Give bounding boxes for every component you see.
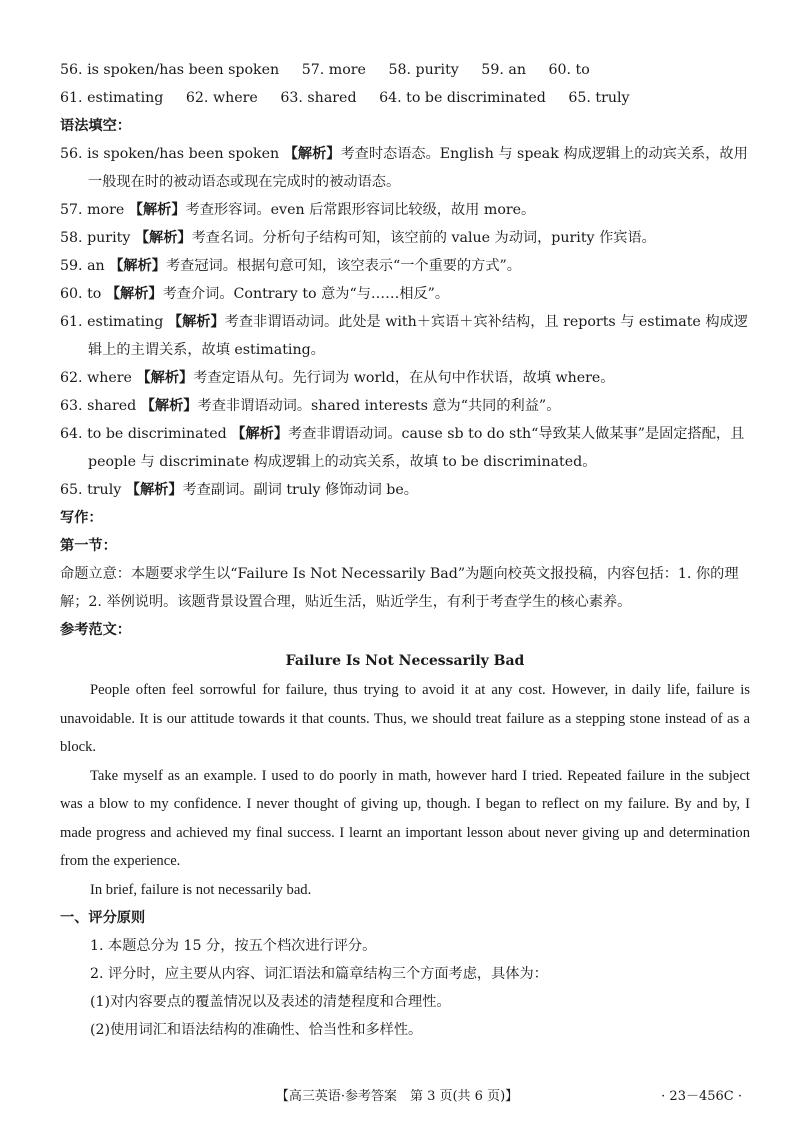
criteria-item: 1. 本题总分为 15 分，按五个档次进行评分。 bbox=[90, 938, 377, 954]
explanation-item bbox=[60, 392, 750, 420]
explanation-text: 考查副词。副词 truly 修饰动词 be。 bbox=[182, 482, 418, 498]
explanation-text: 考查非谓语动词。cause sb to do sth“导致某人做某事”是固定搭配，且 people 与 discriminate 构成逻辑上的动宾关系，故填 to be discriminated。 bbox=[88, 426, 745, 470]
explanation-text: 考查定语从句。先行词为 world，在从句中作状语，故填 where。 bbox=[193, 370, 615, 386]
answer-item: 62. where bbox=[185, 90, 258, 106]
explanation-item bbox=[60, 224, 750, 252]
analysis-tag: 【解析】 bbox=[125, 482, 183, 498]
footer-page-info: 【高三英语·参考答案 第 3 页(共 6 页)】 bbox=[275, 1089, 519, 1104]
explanation-item bbox=[60, 140, 750, 196]
analysis-tag: 【解析】 bbox=[109, 258, 166, 274]
explanation-text: 考查形容词。even 后常跟形容词比较级，故用 more。 bbox=[185, 202, 536, 218]
essay-paragraph: In brief, failure is not necessarily bad. bbox=[90, 881, 312, 898]
analysis-tag: 【解析】 bbox=[283, 146, 341, 162]
explanation-answer: 60. to bbox=[60, 286, 102, 302]
explanation-text: 考查非谓语动词。此处是 with＋宾语＋宾补结构，且 reports 与 estimate 构成逻辑上的主谓关系，故填 estimating。 bbox=[88, 314, 748, 358]
explanation-answer: 62. where bbox=[60, 370, 132, 386]
analysis-tag: 【解析】 bbox=[134, 230, 192, 246]
essay-body bbox=[60, 676, 750, 904]
explanation-item bbox=[60, 252, 750, 280]
essay-paragraph: Take myself as an example. I used to do poorly in math, however hard I tried. Repeated failure in the subject was a blow to my confidence. I never thought of giving up, though. I began to reflect on my failure. By and by, I made progress and achieved my final success. I learnt an important lesson about never giving up and determination from the experience. bbox=[60, 767, 750, 869]
footer-code: · 23－456C · bbox=[661, 1089, 742, 1104]
explanation-text: 考查时态语态。English 与 speak 构成逻辑上的动宾关系，故用一般现在时的被动语态或现在完成时的被动语态。 bbox=[88, 146, 748, 190]
explanation-item bbox=[60, 420, 750, 476]
explanation-text: 考查非谓语动词。shared interests 意为“共同的利益”。 bbox=[197, 398, 561, 414]
section-heading: 第一节： bbox=[60, 538, 117, 554]
answer-key-page bbox=[60, 56, 750, 1044]
analysis-tag: 【解析】 bbox=[105, 286, 163, 302]
answer-item: 56. is spoken/has been spoken bbox=[60, 62, 280, 78]
explanation-text: 考查介词。Contrary to 意为“与……相反”。 bbox=[162, 286, 450, 302]
sample-heading: 参考范文： bbox=[60, 622, 131, 638]
criteria-item: (2)使用词汇和语法结构的准确性、恰当性和多样性。 bbox=[90, 1022, 423, 1038]
answer-item: 64. to be discriminated bbox=[379, 90, 546, 106]
explanation-answer: 64. to be discriminated bbox=[60, 426, 227, 442]
answer-item: 60. to bbox=[548, 62, 590, 78]
page-footer bbox=[0, 1085, 794, 1109]
explanation-item bbox=[60, 308, 750, 364]
intent-paragraph: 命题立意：本题要求学生以“Failure Is Not Necessarily Bad”为题向校英文报投稿，内容包括：1. 你的理解；2. 举例说明。该题背景设置合理，贴近生活，贴近学生，有利于考查学生的核心素养。 bbox=[60, 566, 739, 610]
answers-row-1 bbox=[60, 56, 750, 84]
analysis-tag: 【解析】 bbox=[167, 314, 225, 330]
explanation-answer: 65. truly bbox=[60, 482, 122, 498]
explanation-text: 考查名词。分析句子结构可知，该空前的 value 为动词，purity 作宾语。 bbox=[191, 230, 656, 246]
analysis-tag: 【解析】 bbox=[136, 370, 194, 386]
answer-item: 63. shared bbox=[280, 90, 357, 106]
grammar-heading: 语法填空： bbox=[60, 118, 131, 134]
explanation-text: 考查冠词。根据句意可知，该空表示“一个重要的方式”。 bbox=[165, 258, 521, 274]
writing-heading: 写作： bbox=[60, 510, 103, 526]
explanation-item bbox=[60, 196, 750, 224]
answer-item: 61. estimating bbox=[60, 90, 164, 106]
explanation-answer: 59. an bbox=[60, 258, 105, 274]
explanation-list bbox=[60, 140, 750, 504]
explanation-answer: 58. purity bbox=[60, 230, 131, 246]
analysis-tag: 【解析】 bbox=[140, 398, 198, 414]
answer-item: 59. an bbox=[481, 62, 526, 78]
criteria-heading: 一、评分原则 bbox=[60, 910, 146, 926]
answer-item: 57. more bbox=[301, 62, 366, 78]
criteria-item: (1)对内容要点的覆盖情况以及表述的清楚程度和合理性。 bbox=[90, 994, 451, 1010]
explanation-item bbox=[60, 364, 750, 392]
essay-title: Failure Is Not Necessarily Bad bbox=[285, 653, 525, 669]
criteria-item: 2. 评分时，应主要从内容、词汇语法和篇章结构三个方面考虑，具体为： bbox=[90, 966, 548, 982]
explanation-answer: 57. more bbox=[60, 202, 125, 218]
answer-item: 58. purity bbox=[388, 62, 459, 78]
answer-item: 65. truly bbox=[568, 90, 630, 106]
explanation-item bbox=[60, 280, 750, 308]
answers-row-2 bbox=[60, 84, 750, 112]
analysis-tag: 【解析】 bbox=[128, 202, 186, 218]
explanation-item bbox=[60, 476, 750, 504]
explanation-answer: 61. estimating bbox=[60, 314, 164, 330]
essay-paragraph: People often feel sorrowful for failure, thus trying to avoid it at any cost. However, in daily life, failure is unavoidable. It is our attitude towards it that counts. Thus, we should treat failure as a stepping stone instead of as a block. bbox=[60, 682, 750, 755]
explanation-answer: 56. is spoken/has been spoken bbox=[60, 146, 280, 162]
explanation-answer: 63. shared bbox=[60, 398, 137, 414]
analysis-tag: 【解析】 bbox=[231, 426, 289, 442]
